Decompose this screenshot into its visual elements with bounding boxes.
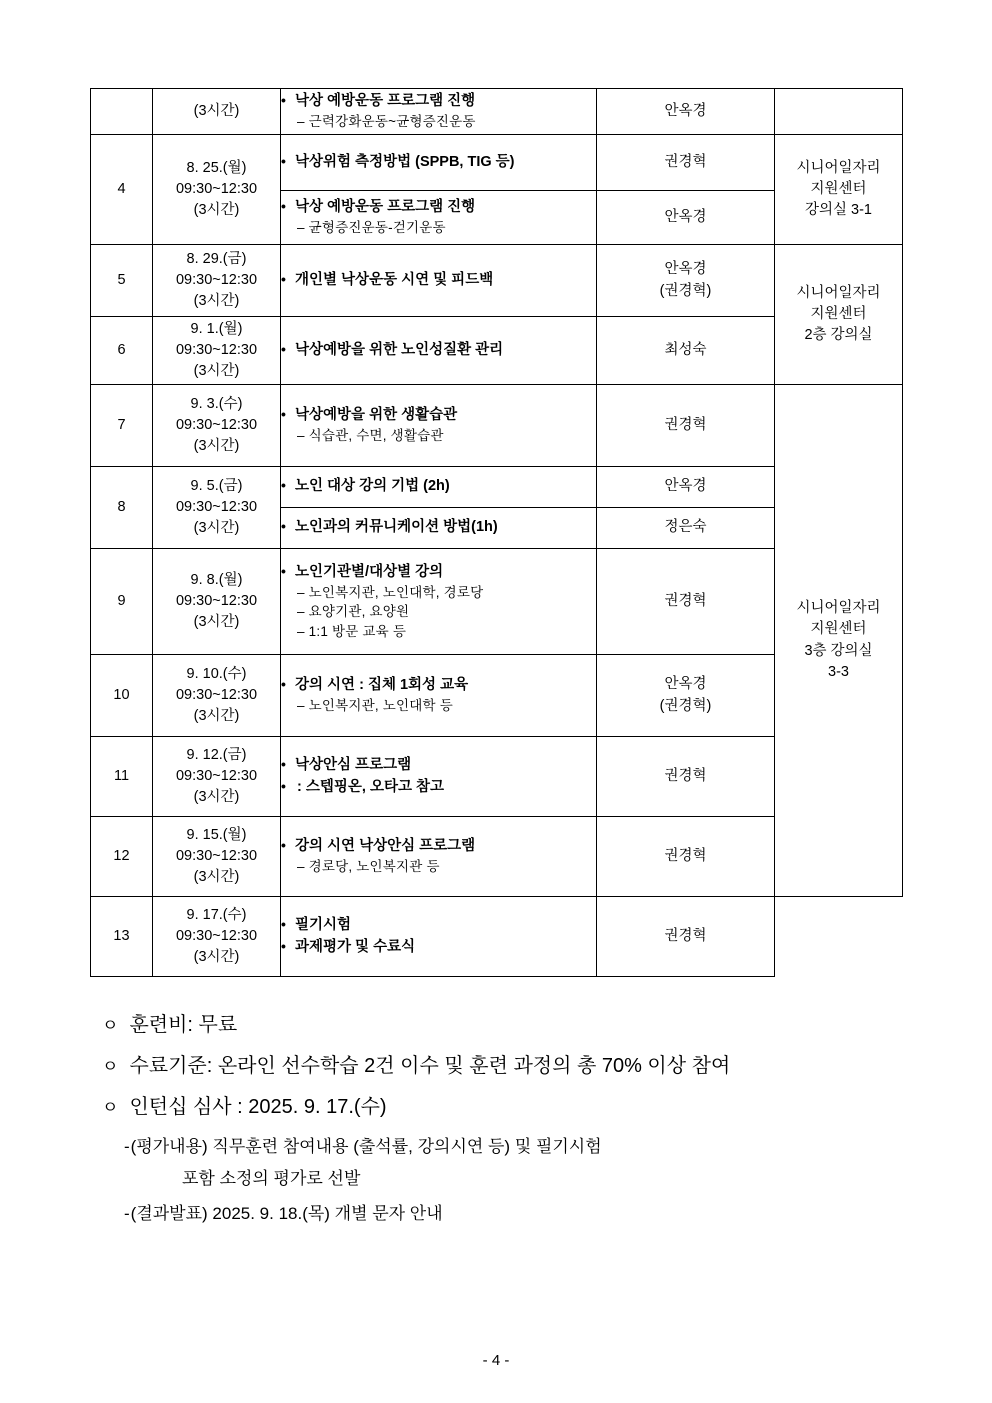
note-item — [102, 1015, 902, 1035]
row-date — [153, 549, 281, 655]
instructor-name-alt: (권경혁) — [659, 697, 712, 714]
place-line: 2층 강의실 — [804, 327, 873, 343]
date-line: (3시간) — [193, 102, 240, 119]
row-no: 10 — [91, 655, 153, 737]
topic-sub: – 근력강화운동~균형증진운동 — [281, 112, 596, 132]
row-place — [775, 385, 903, 897]
topic-main: • 과제평가 및 수료식 — [281, 937, 596, 958]
row-date — [153, 89, 281, 135]
date-line: 09:30~12:30 — [175, 341, 258, 358]
topic-sub: – 노인복지관, 노인대학, 경로당 — [281, 583, 596, 603]
date-line: (3시간) — [193, 614, 240, 630]
instructor-name: 안옥경 — [664, 208, 707, 225]
date-line: (3시간) — [193, 363, 240, 379]
topic-main: • 강의 시연 : 집체 1회성 교육 — [281, 675, 596, 696]
place-line: 3층 강의실 — [804, 642, 873, 659]
instructor-name: 정은숙 — [664, 519, 707, 536]
row-no — [91, 89, 153, 135]
place-line: 시니어일자리 — [796, 600, 881, 617]
row-topic — [281, 549, 597, 655]
row-instructor — [597, 817, 775, 897]
date-line: 9. 5.(금) — [190, 477, 243, 494]
row-topic — [281, 135, 597, 191]
date-line: (3시간) — [193, 949, 240, 965]
row-topic — [281, 467, 597, 508]
topic-sub: – 노인복지관, 노인대학 등 — [281, 696, 596, 716]
note-marker: ㅇ — [102, 1098, 119, 1117]
place-line: 시니어일자리 — [796, 284, 881, 301]
place-line: 지원센터 — [810, 621, 867, 638]
topic-sub: – 경로당, 노인복지관 등 — [281, 857, 596, 877]
place-line: 지원센터 — [810, 305, 867, 322]
table-row — [91, 897, 903, 977]
topic-main: • 노인 대상 강의 기법 (2h) — [281, 476, 596, 497]
place-line: 3-3 — [828, 663, 849, 680]
date-line: (3시간) — [193, 293, 240, 309]
row-topic — [281, 897, 597, 977]
row-place — [775, 89, 903, 135]
date-line: 9. 15.(월) — [186, 826, 247, 843]
row-no: 6 — [91, 317, 153, 385]
date-line: (3시간) — [193, 789, 240, 805]
row-topic — [281, 191, 597, 245]
topic-main: • 낙상안심 프로그램 — [281, 755, 596, 776]
instructor-name: 권경혁 — [664, 416, 707, 433]
instructor-name: 권경혁 — [664, 153, 707, 170]
row-date — [153, 317, 281, 385]
date-line: 09:30~12:30 — [175, 767, 258, 784]
row-date — [153, 655, 281, 737]
date-line: (3시간) — [193, 438, 240, 454]
date-line: (3시간) — [193, 869, 240, 885]
date-line: 9. 10.(수) — [186, 665, 247, 682]
date-line: 09:30~12:30 — [175, 686, 258, 703]
note-text: 훈련비: 무료 — [129, 1014, 238, 1036]
table-row — [91, 385, 903, 467]
date-line: 9. 17.(수) — [186, 906, 247, 923]
topic-sub: – 식습관, 수면, 생활습관 — [281, 426, 596, 446]
row-instructor — [597, 191, 775, 245]
page-number: - 4 - — [482, 1352, 510, 1369]
place-line: 시니어일자리 — [796, 159, 881, 176]
row-topic — [281, 89, 597, 135]
instructor-name: 안옥경 — [664, 676, 707, 693]
row-no: 11 — [91, 737, 153, 817]
row-date — [153, 245, 281, 317]
date-line: 09:30~12:30 — [175, 271, 258, 288]
sub-note — [124, 1134, 902, 1160]
note-item — [102, 1056, 902, 1076]
row-date — [153, 817, 281, 897]
topic-main: • 개인별 낙상운동 시연 및 피드백 — [281, 270, 596, 291]
topic-main: • 강의 시연 낙상안심 프로그램 — [281, 836, 596, 857]
row-instructor — [597, 508, 775, 549]
date-line: 9. 1.(월) — [190, 320, 243, 337]
date-line: 09:30~12:30 — [175, 416, 258, 433]
topic-sub: – 1:1 방문 교육 등 — [281, 622, 596, 642]
sub-note-text: (평가내용) 직무훈련 참여내용 (출석률, 강의시연 등) 및 필기시험 — [130, 1137, 602, 1156]
row-instructor — [597, 317, 775, 385]
note-item — [102, 1097, 902, 1117]
sub-note-dash: - — [124, 1137, 130, 1156]
sub-note-text: (결과발표) 2025. 9. 18.(목) 개별 문자 안내 — [130, 1204, 443, 1223]
topic-main: • 노인과의 커뮤니케이션 방법(1h) — [281, 517, 596, 538]
topic-sub: – 균형증진운동-걷기운동 — [281, 218, 596, 238]
row-no: 9 — [91, 549, 153, 655]
row-topic — [281, 817, 597, 897]
place-line: 강의실 3-1 — [804, 202, 872, 218]
row-no: 4 — [91, 135, 153, 245]
row-instructor — [597, 385, 775, 467]
row-instructor — [597, 737, 775, 817]
date-line: 9. 8.(월) — [190, 571, 243, 588]
note-text: 수료기준: 온라인 선수학습 2건 이수 및 훈련 과정의 총 70% 이상 참여 — [129, 1055, 731, 1077]
date-line: 09:30~12:30 — [175, 180, 258, 197]
date-line: (3시간) — [193, 520, 240, 536]
instructor-name: 권경혁 — [664, 847, 707, 864]
row-instructor — [597, 655, 775, 737]
row-date — [153, 385, 281, 467]
row-topic — [281, 245, 597, 317]
topic-main-second: • : 스텝핑온, 오타고 참고 — [281, 777, 596, 798]
row-instructor — [597, 89, 775, 135]
row-no: 8 — [91, 467, 153, 549]
date-line: 09:30~12:30 — [175, 847, 258, 864]
row-date — [153, 737, 281, 817]
instructor-name: 권경혁 — [664, 592, 707, 609]
date-line: 9. 12.(금) — [186, 746, 247, 763]
row-place — [775, 135, 903, 245]
table-row — [91, 89, 903, 135]
sub-note — [124, 1201, 902, 1227]
row-no: 5 — [91, 245, 153, 317]
row-no: 7 — [91, 385, 153, 467]
row-topic — [281, 737, 597, 817]
row-instructor — [597, 245, 775, 317]
topic-main: • 낙상예방을 위한 생활습관 — [281, 405, 596, 426]
row-no: 12 — [91, 817, 153, 897]
row-instructor — [597, 897, 775, 977]
instructor-name: 최성숙 — [664, 341, 707, 358]
instructor-name: 권경혁 — [664, 767, 707, 784]
row-date — [153, 135, 281, 245]
date-line: 09:30~12:30 — [175, 927, 258, 944]
table-row — [91, 245, 903, 317]
instructor-name: 권경혁 — [664, 927, 707, 944]
row-topic — [281, 385, 597, 467]
date-line: 8. 29.(금) — [186, 250, 247, 267]
instructor-name: 안옥경 — [664, 478, 707, 495]
topic-main: • 낙상위험 측정방법 (SPPB, TIG 등) — [281, 152, 596, 173]
row-topic — [281, 317, 597, 385]
topic-main: • 낙상 예방운동 프로그램 진행 — [281, 91, 596, 112]
sub-note-continuation: 포함 소정의 평가로 선발 — [182, 1168, 361, 1188]
date-line: 8. 25.(월) — [186, 159, 247, 176]
table-row — [91, 135, 903, 191]
date-line: (3시간) — [193, 202, 240, 218]
topic-main: • 낙상예방을 위한 노인성질환 관리 — [281, 340, 596, 361]
place-line: 지원센터 — [810, 180, 867, 197]
topic-main: • 필기시험 — [281, 915, 596, 936]
date-line: 09:30~12:30 — [175, 592, 258, 609]
instructor-name: 안옥경 — [664, 261, 707, 278]
topic-sub: – 요양기관, 요양원 — [281, 602, 596, 622]
date-line: (3시간) — [193, 708, 240, 724]
topic-main: • 낙상 예방운동 프로그램 진행 — [281, 197, 596, 218]
date-line: 09:30~12:30 — [175, 498, 258, 515]
note-text: 인턴십 심사 : 2025. 9. 17.(수) — [129, 1096, 387, 1118]
row-no: 13 — [91, 897, 153, 977]
row-date — [153, 467, 281, 549]
row-instructor — [597, 549, 775, 655]
row-instructor — [597, 135, 775, 191]
sub-notes — [102, 1134, 902, 1227]
row-place — [775, 245, 903, 385]
note-marker: ㅇ — [102, 1016, 119, 1035]
notes-section — [90, 1015, 902, 1227]
topic-main: • 노인기관별/대상별 강의 — [281, 562, 596, 583]
row-date — [153, 897, 281, 977]
row-topic — [281, 508, 597, 549]
sub-note-dash: - — [124, 1204, 130, 1223]
instructor-name: 안옥경 — [664, 102, 707, 119]
instructor-name-alt: (권경혁) — [659, 282, 712, 299]
row-topic — [281, 655, 597, 737]
note-marker: ㅇ — [102, 1057, 119, 1076]
training-schedule-table — [90, 88, 903, 977]
date-line: 9. 3.(수) — [190, 395, 243, 412]
row-instructor — [597, 467, 775, 508]
